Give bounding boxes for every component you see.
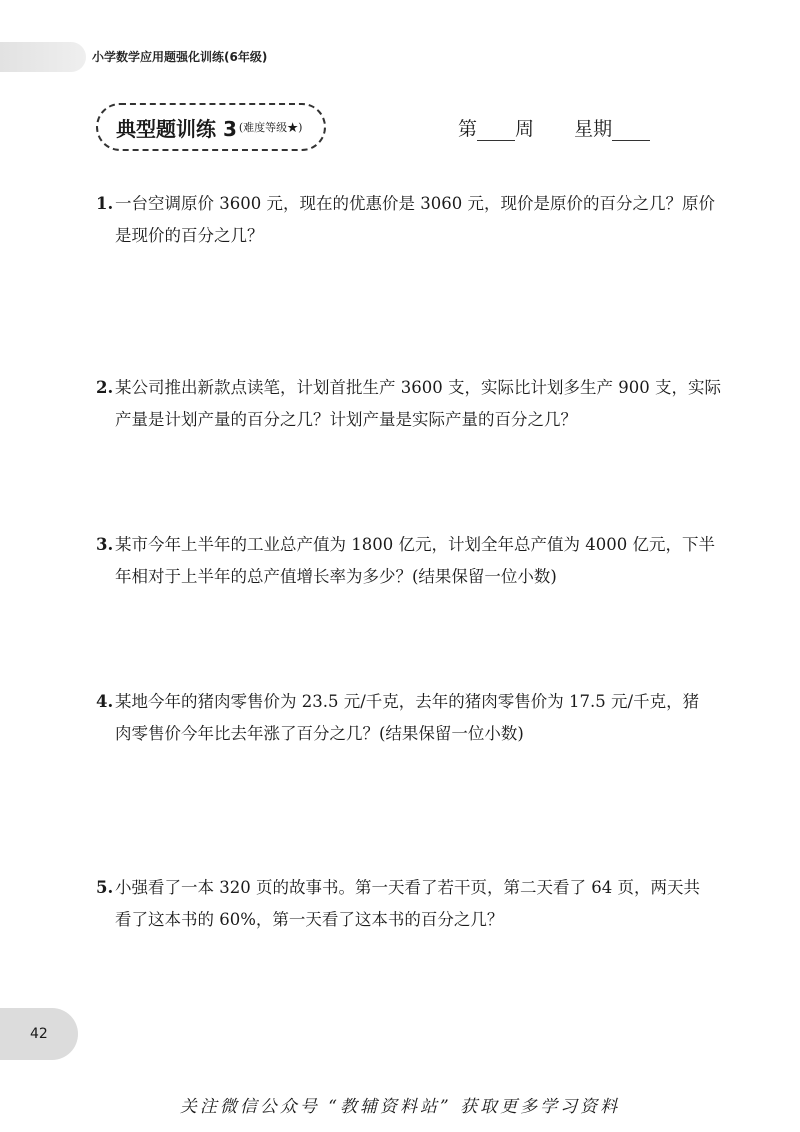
page-number: 42 <box>30 1026 48 1042</box>
question-5 <box>96 872 726 936</box>
question-line: 看了这本书的 60%，第一天看了这本书的百分之几？ <box>115 910 504 929</box>
footer-note: 关注微信公众号 “教辅资料站” 获取更多学习资料 <box>179 1097 621 1117</box>
question-line: 2. 某公司推出新款点读笔，计划首批生产 3600 支，实际比计划多生产 900 支，实际 <box>96 372 726 404</box>
question-line: 5. 小强看了一本 320 页的故事书。第一天看了若干页，第二天看了 64 页，两天共 <box>96 872 726 904</box>
question-line: 4. 某地今年的猪肉零售价为 23.5 元/千克，去年的猪肉零售价为 17.5 元/千克，猪 <box>96 686 726 718</box>
header-band <box>0 42 86 72</box>
question-number: 4. <box>96 692 114 711</box>
question-number: 5. <box>96 878 114 897</box>
question-line: 产量是计划产量的百分之几？计划产量是实际产量的百分之几？ <box>115 410 577 429</box>
question-3 <box>96 529 726 593</box>
question-number: 2. <box>96 378 114 397</box>
question-line: 1. 一台空调原价 3600 元，现在的优惠价是 3060 元，现价是原价的百分之几？原价 <box>96 188 726 220</box>
question-line: 是现价的百分之几？ <box>115 226 264 245</box>
question-line: 3. 某市今年上半年的工业总产值为 1800 亿元，计划全年总产值为 4000 亿元，下半 <box>96 529 726 561</box>
question-1 <box>96 188 726 252</box>
week-blank[interactable] <box>477 139 515 141</box>
weekday-label: 星期 <box>574 118 613 140</box>
book-title: 小学数学应用题强化训练(6年级) <box>92 50 268 64</box>
question-number: 3. <box>96 535 114 554</box>
question-line: 年相对于上半年的总产值增长率为多少？(结果保留一位小数) <box>115 567 557 586</box>
section-title: 典型题训练 3 <box>116 116 237 141</box>
difficulty-label: (难度等级★) <box>238 121 303 134</box>
section-title-box <box>96 103 326 151</box>
week-day-fill-in <box>458 114 650 141</box>
question-2 <box>96 372 726 436</box>
question-4 <box>96 686 726 750</box>
weekday-blank[interactable] <box>612 139 650 141</box>
week-prefix: 第 <box>458 118 478 140</box>
week-suffix: 周 <box>515 118 535 140</box>
question-line: 肉零售价今年比去年涨了百分之几？(结果保留一位小数) <box>115 724 524 743</box>
question-number: 1. <box>96 194 114 213</box>
